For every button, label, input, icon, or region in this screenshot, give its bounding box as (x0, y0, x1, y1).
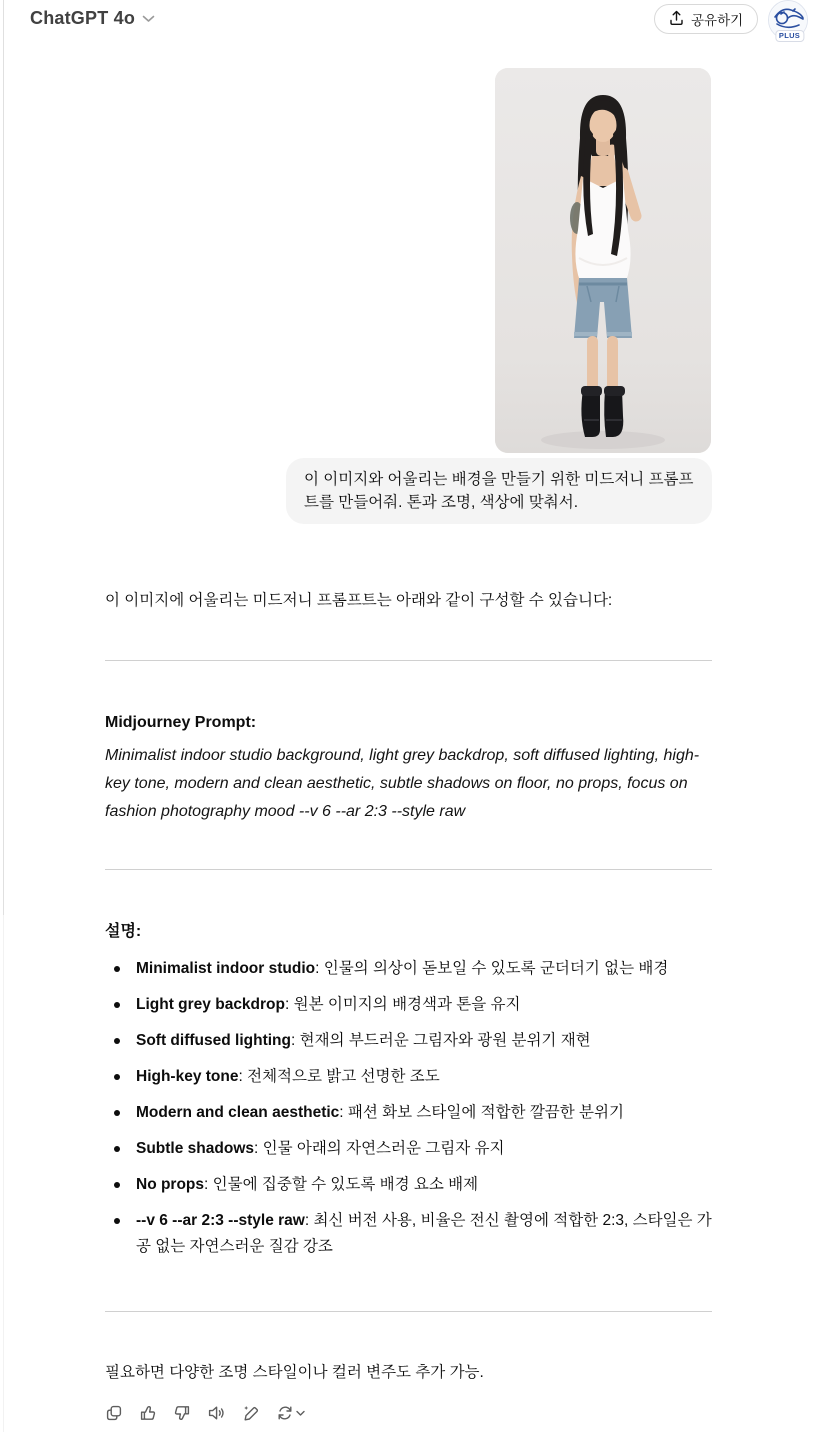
bullet-item: High-key tone: 전체적으로 밝고 선명한 조도 (105, 1064, 713, 1090)
bullet-term: Subtle shadows (136, 1140, 254, 1157)
chevron-down-icon (142, 10, 155, 28)
upload-icon (669, 10, 684, 29)
divider (105, 869, 712, 870)
chevron-down-icon (296, 1410, 305, 1417)
bullet-item: Subtle shadows: 인물 아래의 자연스러운 그림자 유지 (105, 1136, 713, 1162)
bullet-term: Minimalist indoor studio (136, 960, 316, 977)
left-edge-divider-lower (3, 915, 4, 1432)
read-aloud-button[interactable] (203, 1400, 229, 1426)
left-edge-divider (3, 0, 4, 915)
message-action-bar (101, 1400, 309, 1426)
user-avatar[interactable] (768, 0, 811, 42)
copy-button[interactable] (101, 1400, 127, 1426)
bullet-item: --v 6 --ar 2:3 --style raw: 최신 버전 사용, 비율은 전신 촬영에 적합한 2:3, 스타일은 가공 없는 자연스러운 질감 강조 (105, 1208, 713, 1260)
bullet-item: Modern and clean aesthetic: 패션 화보 스타일에 적합한 깔끔한 분위기 (105, 1100, 713, 1126)
thumbs-up-icon (139, 1404, 157, 1422)
bullet-term: --v 6 --ar 2:3 --style raw (136, 1212, 305, 1229)
fashion-photo-illustration (495, 68, 711, 453)
bullet-item: Minimalist indoor studio: 인물의 의상이 돋보일 수 있도록 군더더기 없는 배경 (105, 956, 713, 982)
explanation-heading: 설명: (105, 923, 142, 940)
share-button-label: 공유하기 (691, 13, 744, 28)
explanation-bullet-list (105, 956, 713, 1270)
bullet-term: Soft diffused lighting (136, 1032, 291, 1049)
edit-button[interactable] (237, 1400, 263, 1426)
bullet-item: Soft diffused lighting: 현재의 부드러운 그림자와 광원 분위기 재현 (105, 1028, 713, 1054)
midjourney-prompt-text: Minimalist indoor studio background, light grey backdrop, soft diffused lighting, high-key tone, modern and clean aesthetic, subtle shadows on floor, no props, focus on fashion photography mood --v 6 --ar 2:3 --style raw (105, 747, 700, 820)
assistant-intro-text: 이 이미지에 어울리는 미드저니 프롬프트는 아래와 같이 구성할 수 있습니다: (105, 592, 613, 609)
copy-icon (105, 1404, 123, 1422)
bullet-term: High-key tone (136, 1068, 239, 1085)
model-selector[interactable] (30, 8, 155, 29)
user-message-bubble: 이 이미지와 어울리는 배경을 만들기 위한 미드저니 프롬프트를 만들어줘. 톤과 조명, 색상에 맞춰서. (286, 458, 712, 524)
bullet-term: Modern and clean aesthetic (136, 1104, 340, 1121)
thumbs-down-button[interactable] (169, 1400, 195, 1426)
bullet-term: No props (136, 1176, 205, 1193)
bullet-item: Light grey backdrop: 원본 이미지의 배경색과 톤을 유지 (105, 992, 713, 1018)
bullet-item: No props: 인물에 집중할 수 있도록 배경 요소 배제 (105, 1172, 713, 1198)
attached-image[interactable] (495, 68, 711, 453)
plus-badge: PLUS (775, 30, 804, 42)
share-button[interactable] (654, 4, 758, 34)
speaker-icon (207, 1404, 226, 1422)
regenerate-icon (276, 1404, 294, 1422)
thumbs-up-button[interactable] (135, 1400, 161, 1426)
prompt-heading: Midjourney Prompt: (105, 714, 257, 731)
edit-pencil-icon (241, 1404, 260, 1422)
page-title: ChatGPT 4o (30, 8, 136, 28)
regenerate-button[interactable] (271, 1400, 309, 1426)
assistant-closing-text: 필요하면 다양한 조명 스타일이나 컬러 변주도 추가 가능. (105, 1364, 484, 1381)
divider (105, 1311, 712, 1312)
divider (105, 660, 712, 661)
bullet-term: Light grey backdrop (136, 996, 285, 1013)
thumbs-down-icon (173, 1404, 191, 1422)
